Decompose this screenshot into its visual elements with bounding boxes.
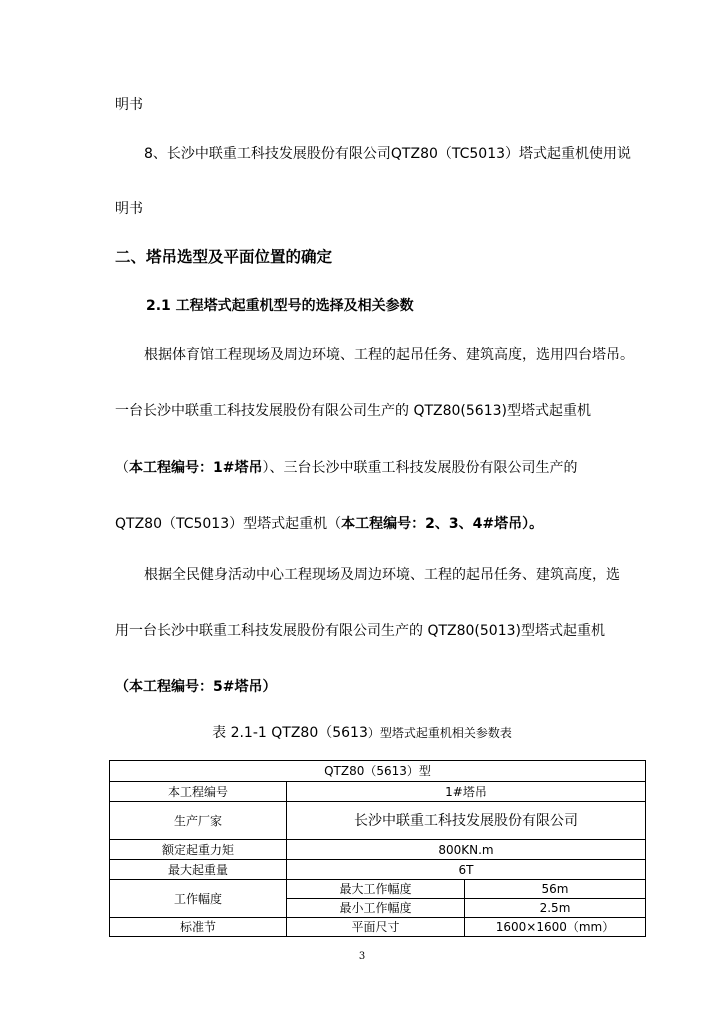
- crane-number-1: 本工程编号：1#塔吊: [129, 460, 263, 476]
- page-number: 3: [358, 951, 366, 962]
- table-row: [110, 918, 646, 937]
- table-cell: 生产厂家: [110, 802, 287, 840]
- subsection-heading: 2.1 工程塔式起重机型号的选择及相关参数: [146, 298, 414, 314]
- table-cell: 最大工作幅度: [287, 880, 465, 899]
- table-cell: 800KN.m: [287, 840, 646, 860]
- table-cell: 额定起重力矩: [110, 840, 287, 860]
- table-caption-tail: ）型塔式起重机相关参数表: [367, 726, 512, 740]
- paragraph-line-3: 明书: [115, 201, 143, 217]
- table-cell: 最大起重量: [110, 860, 287, 880]
- table-row: [110, 840, 646, 860]
- table-row: [110, 782, 646, 802]
- table-row: [110, 880, 646, 899]
- table-cell: 1#塔吊: [287, 782, 646, 802]
- paragraph-line-1: 明书: [115, 97, 143, 113]
- paren-close: ）。: [522, 516, 544, 532]
- paragraph-text: QTZ80（TC5013）型塔式起重机（: [115, 516, 342, 532]
- paragraph-line-8: 根据全民健身活动中心工程现场及周边环境、工程的起吊任务、建筑高度，选: [144, 567, 620, 583]
- paragraph-line-2: 8、长沙中联重工科技发展股份有限公司QTZ80（TC5013）塔式起重机使用说: [144, 146, 632, 162]
- paragraph-line-6: [115, 458, 577, 478]
- table-row: [110, 860, 646, 880]
- table-cell: 工作幅度: [110, 880, 287, 918]
- crane-number-2-4: 本工程编号：2、3、4#塔吊: [341, 516, 523, 532]
- parameter-table: [109, 760, 646, 937]
- paren-close: ）: [262, 679, 277, 695]
- table-cell: 平面尺寸: [287, 918, 465, 937]
- section-heading: 二、塔吊选型及平面位置的确定: [115, 248, 333, 266]
- table-caption-main: 表 2.1-1 QTZ80（5613: [212, 725, 368, 741]
- table-cell: 1600×1600（mm）: [465, 918, 646, 937]
- table-cell: 标准节: [110, 918, 287, 937]
- table-cell: 56m: [465, 880, 646, 899]
- table-header: QTZ80（5613）型: [110, 761, 646, 782]
- table-cell: 6T: [287, 860, 646, 880]
- paragraph-text: ）、三台长沙中联重工科技发展股份有限公司生产的: [262, 460, 578, 476]
- paren-open: （: [115, 679, 129, 695]
- paragraph-line-7: [115, 514, 543, 534]
- table-cell: 长沙中联重工科技发展股份有限公司: [287, 802, 646, 840]
- table-row: [110, 802, 646, 840]
- paragraph-line-5: 一台长沙中联重工科技发展股份有限公司生产的 QTZ80(5613)型塔式起重机: [115, 403, 591, 419]
- table-cell: 2.5m: [465, 899, 646, 918]
- paragraph-line-9: 用一台长沙中联重工科技发展股份有限公司生产的 QTZ80(5013)型塔式起重机: [115, 623, 605, 639]
- table-cell: 最小工作幅度: [287, 899, 465, 918]
- paragraph-line-10: [115, 677, 276, 697]
- paragraph-line-4: 根据体育馆工程现场及周边环境、工程的起吊任务、建筑高度，选用四台塔吊。: [144, 347, 634, 363]
- crane-number-5: 本工程编号：5#塔吊: [129, 679, 263, 695]
- table-caption: [0, 723, 724, 743]
- paren-open: （: [115, 460, 129, 476]
- table-row: [110, 761, 646, 782]
- table-cell: 本工程编号: [110, 782, 287, 802]
